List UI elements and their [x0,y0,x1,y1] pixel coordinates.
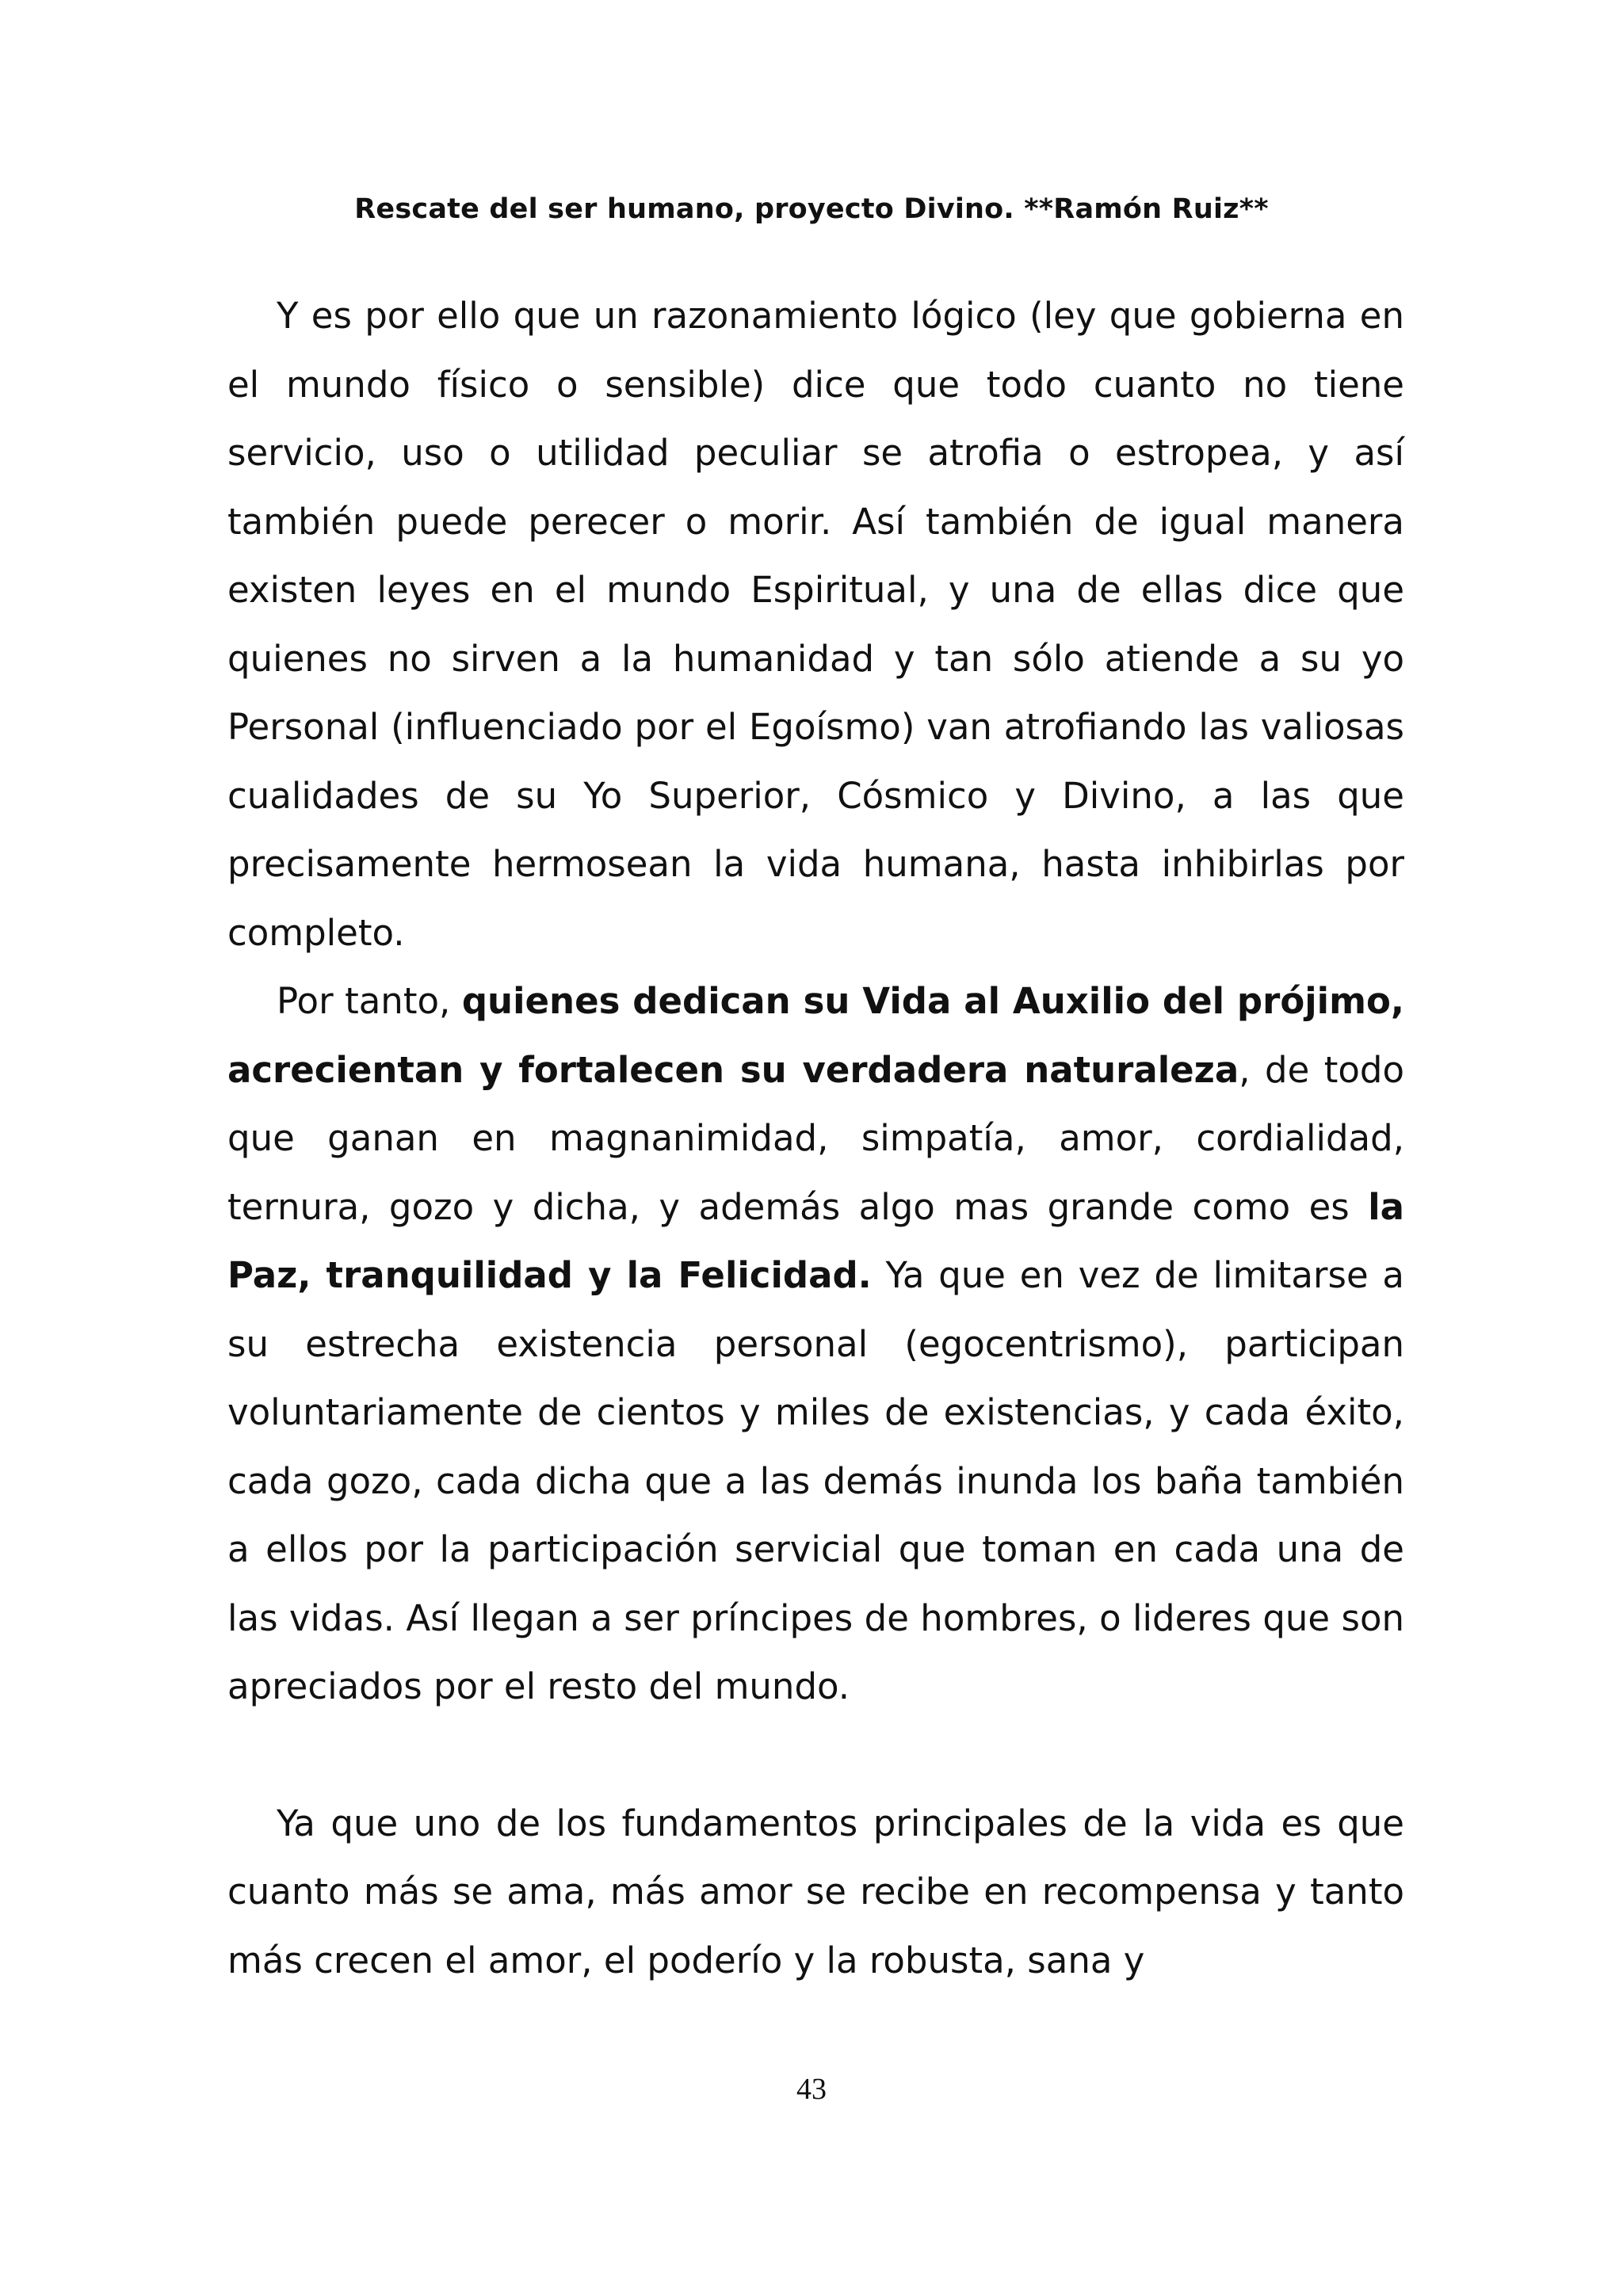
paragraph-2 [227,967,1404,1722]
paragraph-2-text-a: Por tanto, [277,980,462,1022]
body-text [227,282,1404,1995]
paragraph-2-bold-a: quienes dedican su Vida al Auxilio del prójimo, acrecientan y fortalecen su verdadera naturaleza [227,980,1404,1091]
running-header: Rescate del ser humano, proyecto Divino. **Ramón Ruiz** [354,193,1269,225]
paragraph-2-text-b: , de todo que ganan en magnanimidad, simpatía, amor, cordialidad, ternura, gozo y dicha, y además algo mas grande como es [227,1048,1404,1228]
paragraph-2-bold-b: la Paz, tranquilidad y la Felicidad. [227,1185,1404,1296]
paragraph-2-text-c: Ya que en vez de limitarse a su estrecha existencia personal (egocentrismo), participan voluntariamente de cientos y miles de existencias, y cada éxito, cada gozo, cada dicha que a las demás inunda los baña también a ellos por la participación servicial que toman en cada una de las vidas. Así llegan a ser príncipes de hombres, o lideres que son apreciados por el resto del mundo. [227,1254,1404,1707]
paragraph-1: Y es por ello que un razonamiento lógico (ley que gobierna en el mundo físico o sensible) dice que todo cuanto no tiene servicio, uso o utilidad peculiar se atrofia o estropea, y así también puede perecer o morir. Así también de igual manera existen leyes en el mundo Espiritual, y una de ellas dice que quienes no sirven a la humanidad y tan sólo atiende a su yo Personal (influenciado por el Egoísmo) van atrofiando las valiosas cualidades de su Yo Superior, Cósmico y Divino, a las que precisamente hermosean la vida humana, hasta inhibirlas por completo. [227,295,1404,954]
page-number: 43 [796,2073,827,2106]
paragraph-3: Ya que uno de los fundamentos principales de la vida es que cuanto más se ama, más amor se recibe en recompensa y tanto más crecen el amor, el poderío y la robusta, sana y [227,1802,1404,1981]
